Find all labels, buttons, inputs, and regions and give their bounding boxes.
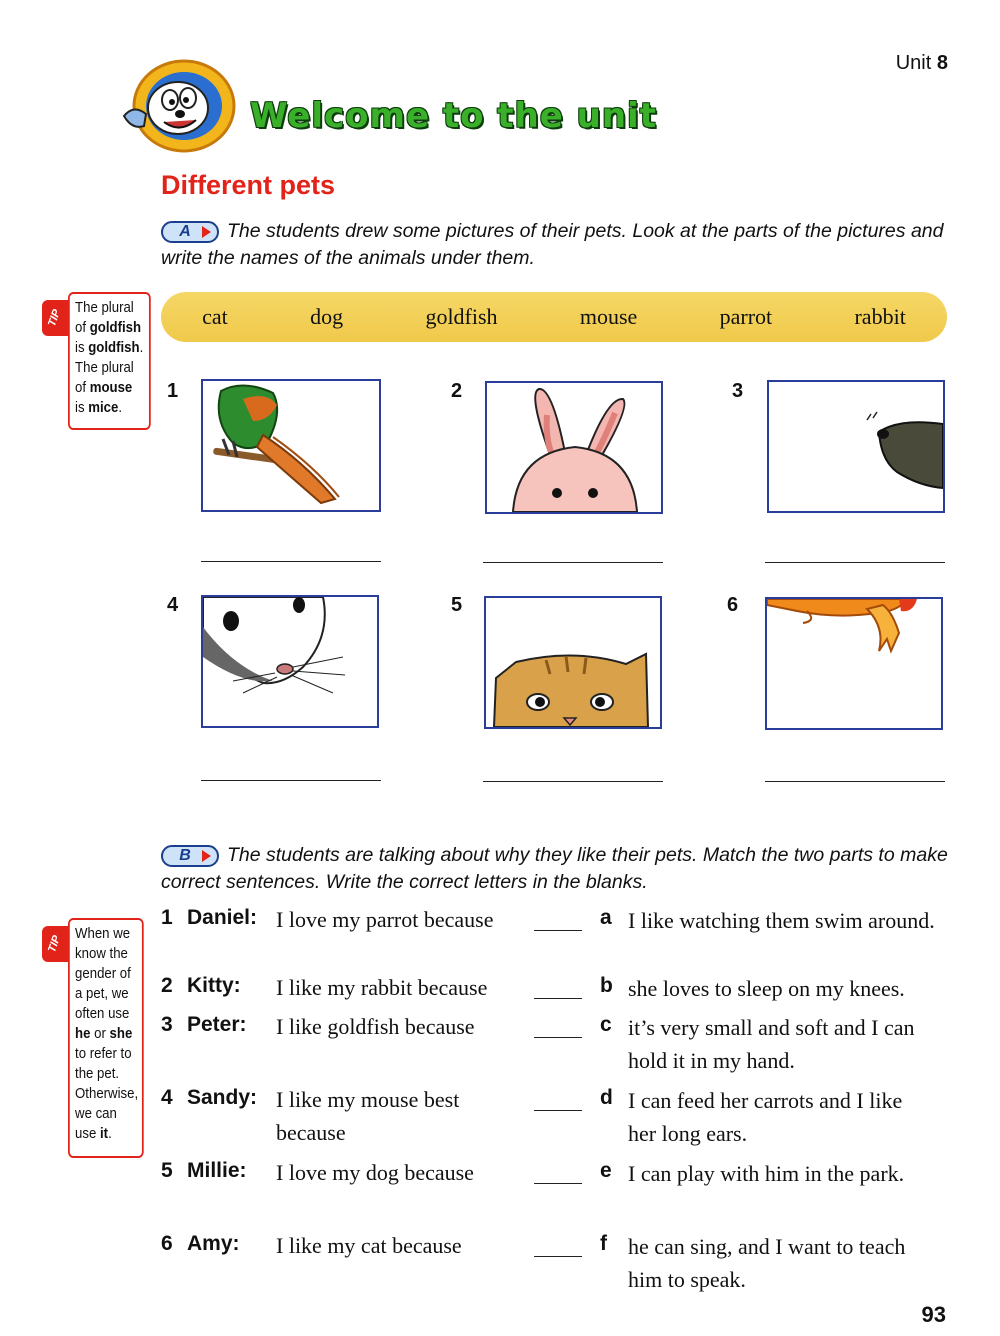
- mouse-icon: [203, 597, 377, 726]
- match-row: 4 Sandy: I like my mouse best because d I can feed her carrots and I like her long ears.: [161, 1086, 903, 1146]
- tip-line: The plural: [75, 359, 134, 376]
- tip-line: When we: [75, 925, 131, 942]
- tip-line: a pet, we: [75, 985, 129, 1002]
- tip-line: we can: [75, 1105, 117, 1122]
- picture-number: 6: [727, 594, 739, 616]
- tip-box-2: [68, 918, 144, 1158]
- word-bank-item: dog: [310, 304, 344, 329]
- dog-icon: [769, 382, 943, 511]
- parrot-icon: [203, 381, 379, 510]
- unit-word: Unit: [895, 52, 932, 74]
- picture-3-box: [767, 380, 945, 513]
- tip-line: the pet.: [75, 1065, 120, 1082]
- tip-tag-1: TIP: [42, 300, 68, 336]
- word-bank-item: parrot: [719, 304, 773, 329]
- picture-4-box: [201, 595, 379, 728]
- answer-blank[interactable]: [534, 998, 582, 999]
- unit-number: 8: [936, 52, 948, 74]
- unit-label: [896, 52, 948, 75]
- instruction-b-text: The students are talking about why they like their pets. Match the two parts to make correct sentences. Write the correct letters in the blanks.: [161, 844, 948, 893]
- word-bank-item: goldfish: [425, 304, 498, 329]
- tip-line: of goldfish: [75, 319, 142, 336]
- page-number: 93: [921, 1302, 946, 1327]
- goldfish-icon: [767, 599, 941, 728]
- tip-line: is goldfish.: [75, 339, 144, 356]
- answer-line-2[interactable]: [483, 561, 663, 563]
- tip-tag-2: TIP: [42, 926, 68, 962]
- instruction-b: [161, 842, 961, 896]
- picture-number: 3: [732, 380, 744, 402]
- word-bank-item: mouse: [579, 304, 638, 329]
- picture-2-box: [485, 381, 663, 514]
- exercise-badge-a: A: [161, 221, 219, 243]
- tip-box-1: [68, 292, 151, 430]
- match-row: 5 Millie: I love my dog because e I can play with him in the park.: [161, 1159, 905, 1186]
- answer-line-5[interactable]: [483, 780, 663, 782]
- tip-line: he or she: [75, 1025, 133, 1042]
- tip-line: use it.: [75, 1125, 112, 1142]
- match-row: 1 Daniel: I love my parrot because a I like watching them swim around.: [161, 906, 935, 933]
- section-title: Different pets: [161, 170, 336, 200]
- answer-blank[interactable]: [534, 1110, 582, 1111]
- picture-number: 4: [167, 594, 179, 616]
- tip-line: The plural: [75, 299, 134, 316]
- play-triangle-icon: [202, 226, 211, 238]
- rabbit-icon: [487, 383, 661, 512]
- word-bank-item: cat: [202, 304, 228, 329]
- answer-blank[interactable]: [534, 1037, 582, 1038]
- answer-blank[interactable]: [534, 930, 582, 931]
- answer-line-6[interactable]: [765, 780, 945, 782]
- instruction-a-text: The students drew some pictures of their pets. Look at the parts of the pictures and write the names of the animals under them.: [161, 220, 944, 269]
- answer-line-3[interactable]: [765, 561, 945, 563]
- tip-line: is mice.: [75, 399, 123, 416]
- cat-icon: [486, 598, 660, 727]
- match-row: 6 Amy: I like my cat because f he can sing, and I want to teach him to speak.: [161, 1232, 906, 1292]
- exercise-badge-b: B: [161, 845, 219, 867]
- tip-line: often use: [75, 1005, 130, 1022]
- tip-line: gender of: [75, 965, 131, 982]
- match-row: 3 Peter: I like goldfish because c it’s very small and soft and I can hold it in my hand.: [161, 1013, 915, 1073]
- word-bank-item: rabbit: [854, 304, 906, 329]
- instruction-a: [161, 218, 961, 272]
- picture-number: 5: [451, 594, 463, 616]
- tip-line: of mouse: [75, 379, 133, 396]
- answer-line-4[interactable]: [201, 779, 381, 781]
- picture-number: 2: [451, 380, 463, 402]
- play-triangle-icon: [202, 850, 211, 862]
- picture-1-box: [201, 379, 381, 512]
- picture-5-box: [484, 596, 662, 729]
- picture-6-box: [765, 597, 943, 730]
- tip-line: Otherwise,: [75, 1085, 139, 1102]
- word-bank: [161, 292, 947, 342]
- picture-number: 1: [167, 380, 179, 402]
- unit-title: Welcome to the unit: [250, 96, 657, 136]
- tip-line: to refer to: [75, 1045, 132, 1062]
- match-row: 2 Kitty: I like my rabbit because b she loves to sleep on my knees.: [161, 974, 905, 1001]
- answer-blank[interactable]: [534, 1183, 582, 1184]
- answer-line-1[interactable]: [201, 560, 381, 562]
- dog-mascot-icon: [114, 56, 238, 156]
- answer-blank[interactable]: [534, 1256, 582, 1257]
- tip-line: know the: [75, 945, 128, 962]
